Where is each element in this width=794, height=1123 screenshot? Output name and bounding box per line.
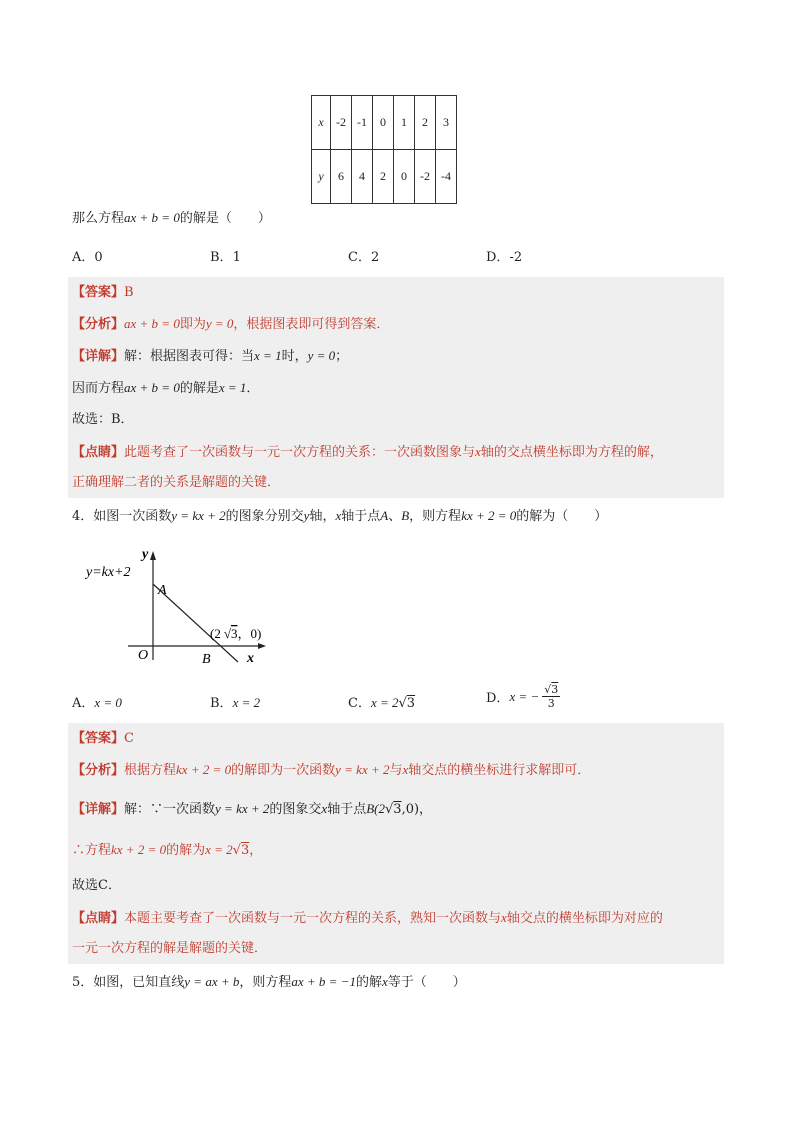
x-axis-label: x	[247, 651, 254, 666]
sqrt-radicand: 3	[230, 626, 238, 641]
variable: x	[402, 762, 409, 777]
variable: x	[382, 974, 388, 989]
q3-comment-line2: 正确理解二者的关系是解题的关键．	[72, 475, 281, 490]
q3-option-b[interactable]	[210, 246, 241, 265]
text: ∴方程	[72, 843, 112, 858]
q3-comment	[72, 442, 663, 463]
q4-option-d[interactable]	[486, 683, 560, 710]
text: 此题考查了一次函数与一元一次方程的关系：一次函数图象与	[124, 445, 476, 460]
table-cell: 3	[436, 96, 457, 150]
text: 的解为（ ）	[516, 509, 608, 524]
table-cell: 0	[394, 150, 415, 204]
answer-value: C	[124, 731, 134, 746]
q3-choose: 故选：B．	[72, 412, 134, 427]
q4-comment	[72, 908, 663, 929]
detail-tag: 【详解】	[72, 802, 125, 817]
text: ；	[335, 349, 349, 364]
point-b-label: B	[202, 652, 211, 667]
q4-option-a[interactable]	[72, 692, 122, 711]
option-letter: A．	[72, 250, 95, 265]
option-text: 1	[232, 250, 241, 265]
text: 即为	[179, 317, 206, 332]
variable: B	[401, 508, 410, 523]
table-row	[312, 96, 457, 150]
table-cell: 0	[373, 96, 394, 150]
variable: A	[380, 508, 389, 523]
sqrt-sign: √	[223, 626, 231, 641]
equation: kx + 2 = 0	[461, 508, 517, 523]
fraction-numerator	[542, 683, 560, 697]
variable: x	[321, 801, 328, 816]
text: ，	[419, 802, 433, 817]
q4-comment-line2: 一元一次方程的解是解题的关键．	[72, 941, 268, 956]
text: 的解	[355, 975, 382, 990]
value-table	[311, 95, 457, 204]
option-text: 2	[370, 250, 380, 265]
function-label: y=kx+2	[86, 565, 131, 580]
q4-option-b[interactable]	[210, 692, 260, 711]
variable: x	[335, 508, 342, 523]
option-text: x = 2	[232, 695, 261, 710]
text: 本题主要考查了一次函数与一元一次方程的关系，熟知一次函数与	[124, 911, 502, 926]
sqrt-radicand: 3	[393, 802, 402, 817]
text: 、	[388, 509, 402, 524]
analysis-tag: 【分析】	[72, 317, 125, 332]
detail-tag: 【详解】	[72, 349, 125, 364]
q4-detail	[72, 799, 432, 820]
point-prefix: B(2	[366, 801, 385, 816]
text: 轴交点的横坐标进行求解即可．	[408, 763, 591, 778]
q3-stem	[72, 208, 271, 229]
q3-stem-equation: ax + b = 0	[124, 210, 180, 225]
table-header-x: x	[312, 96, 331, 150]
option-letter: B．	[210, 696, 233, 711]
text: 4．如图一次函数	[72, 509, 172, 524]
text: 轴于点	[327, 802, 367, 817]
option-letter: C．	[348, 696, 371, 711]
text: 根据方程	[124, 763, 177, 778]
equation: kx + 2 = 0	[111, 842, 167, 857]
variable: y	[303, 508, 310, 523]
x-axis-arrow	[258, 643, 266, 649]
table-cell: -1	[352, 96, 373, 150]
equation: y = 0	[307, 348, 336, 363]
q3-option-a[interactable]	[72, 246, 103, 265]
equation: y = kx + 2	[171, 508, 226, 523]
fraction-denominator: 3	[547, 697, 555, 710]
q3-answer	[72, 283, 134, 303]
sqrt-radicand: 3	[406, 696, 416, 711]
y-axis-arrow	[150, 551, 156, 560]
variable: x	[475, 444, 481, 459]
point-a-label: A	[158, 583, 167, 598]
coordinate-suffix: ，0)	[237, 626, 262, 641]
q3-option-d[interactable]	[486, 246, 522, 265]
text: ，	[249, 843, 263, 858]
q3-stem-text: 那么方程	[72, 211, 125, 226]
q3-detail-line2	[72, 378, 259, 399]
equation: kx + 2 = 0	[176, 762, 232, 777]
q4-option-c[interactable]	[348, 692, 415, 711]
equation: y = kx + 2	[335, 762, 390, 777]
table-cell: 2	[373, 150, 394, 204]
q3-detail	[72, 346, 348, 367]
text: 等于（ ）	[387, 975, 466, 990]
option-text: x = 0	[94, 695, 122, 710]
coordinate-prefix: (2	[210, 626, 221, 641]
equation: x = 1	[218, 380, 247, 395]
q5-stem	[72, 972, 466, 993]
text: 与	[389, 763, 403, 778]
text: 轴交点的横坐标即为对应的	[506, 911, 663, 926]
text: 轴，	[309, 509, 336, 524]
q3-stem-tail: 的解是（ ）	[179, 211, 271, 226]
equation: x = 1	[254, 348, 282, 363]
comment-tag: 【点睛】	[72, 911, 125, 926]
equation: ax + b = −1	[291, 974, 356, 989]
table-row	[312, 150, 457, 204]
text: ，则方程	[239, 975, 292, 990]
sqrt-radicand: 3	[240, 843, 250, 858]
sqrt-sign: √	[384, 802, 394, 817]
equation: y = kx + 2	[215, 801, 270, 816]
equation: ax + b = 0	[124, 380, 180, 395]
q3-option-c[interactable]	[348, 246, 379, 265]
origin-label: O	[138, 648, 149, 663]
fraction	[542, 683, 560, 710]
equation: x = 2	[205, 842, 233, 857]
point-coordinate-label	[210, 626, 261, 642]
table-cell: 2	[415, 96, 436, 150]
q4-analysis	[72, 760, 590, 781]
option-text: 0	[94, 250, 103, 265]
table-cell: -4	[436, 150, 457, 204]
sqrt-sign: √	[232, 843, 241, 858]
option-text: x = −	[509, 688, 540, 704]
answer-tag: 【答案】	[72, 731, 125, 746]
sqrt-sign: √	[398, 696, 407, 711]
text: 解：根据图表可得：当	[124, 349, 255, 364]
sqrt-radicand: 3	[551, 683, 559, 696]
point-suffix: ,0)	[401, 802, 420, 817]
equation: y = 0	[205, 316, 234, 331]
table-cell: 1	[394, 96, 415, 150]
text: 轴的交点横坐标即为方程的解，	[480, 445, 663, 460]
table-cell: -2	[331, 96, 352, 150]
y-axis-label: y	[142, 547, 149, 562]
option-letter: C．	[348, 250, 371, 265]
text: 的解为	[166, 843, 206, 858]
q4-choose: 故选C．	[72, 878, 121, 893]
equation: y = ax + b	[184, 974, 240, 989]
q4-answer	[72, 729, 134, 749]
text: 时，	[281, 349, 308, 364]
q4-stem	[72, 506, 607, 527]
table-cell: 6	[331, 150, 352, 204]
text: 解：∵一次函数	[124, 802, 216, 817]
text: ，则方程	[409, 509, 462, 524]
option-letter: D．	[486, 691, 510, 706]
text: 的解即为一次函数	[231, 763, 336, 778]
text: 轴于点	[341, 509, 381, 524]
text: 因而方程	[72, 381, 125, 396]
option-letter: B．	[210, 250, 233, 265]
equation: ax + b = 0	[124, 316, 180, 331]
text: 的图象分别交	[225, 509, 304, 524]
answer-tag: 【答案】	[72, 285, 125, 300]
option-text: -2	[509, 250, 523, 265]
text: 的图象交	[269, 802, 322, 817]
comment-tag: 【点睛】	[72, 445, 125, 460]
text: ．	[246, 381, 260, 396]
variable: x	[501, 910, 507, 925]
answer-value: B	[124, 285, 134, 300]
q3-analysis	[72, 314, 389, 335]
sqrt-sign: √	[544, 683, 552, 696]
option-text: x = 2	[370, 695, 399, 710]
q4-graph-figure	[80, 542, 280, 670]
text: 的解是	[179, 381, 219, 396]
table-cell: -2	[415, 150, 436, 204]
table-header-y: y	[312, 150, 331, 204]
text: 5．如图，已知直线	[72, 975, 185, 990]
text: ，根据图表即可得到答案．	[233, 317, 390, 332]
option-letter: A．	[72, 696, 95, 711]
q4-therefore	[72, 840, 262, 861]
option-letter: D．	[486, 250, 510, 265]
analysis-tag: 【分析】	[72, 763, 125, 778]
table-cell: 4	[352, 150, 373, 204]
